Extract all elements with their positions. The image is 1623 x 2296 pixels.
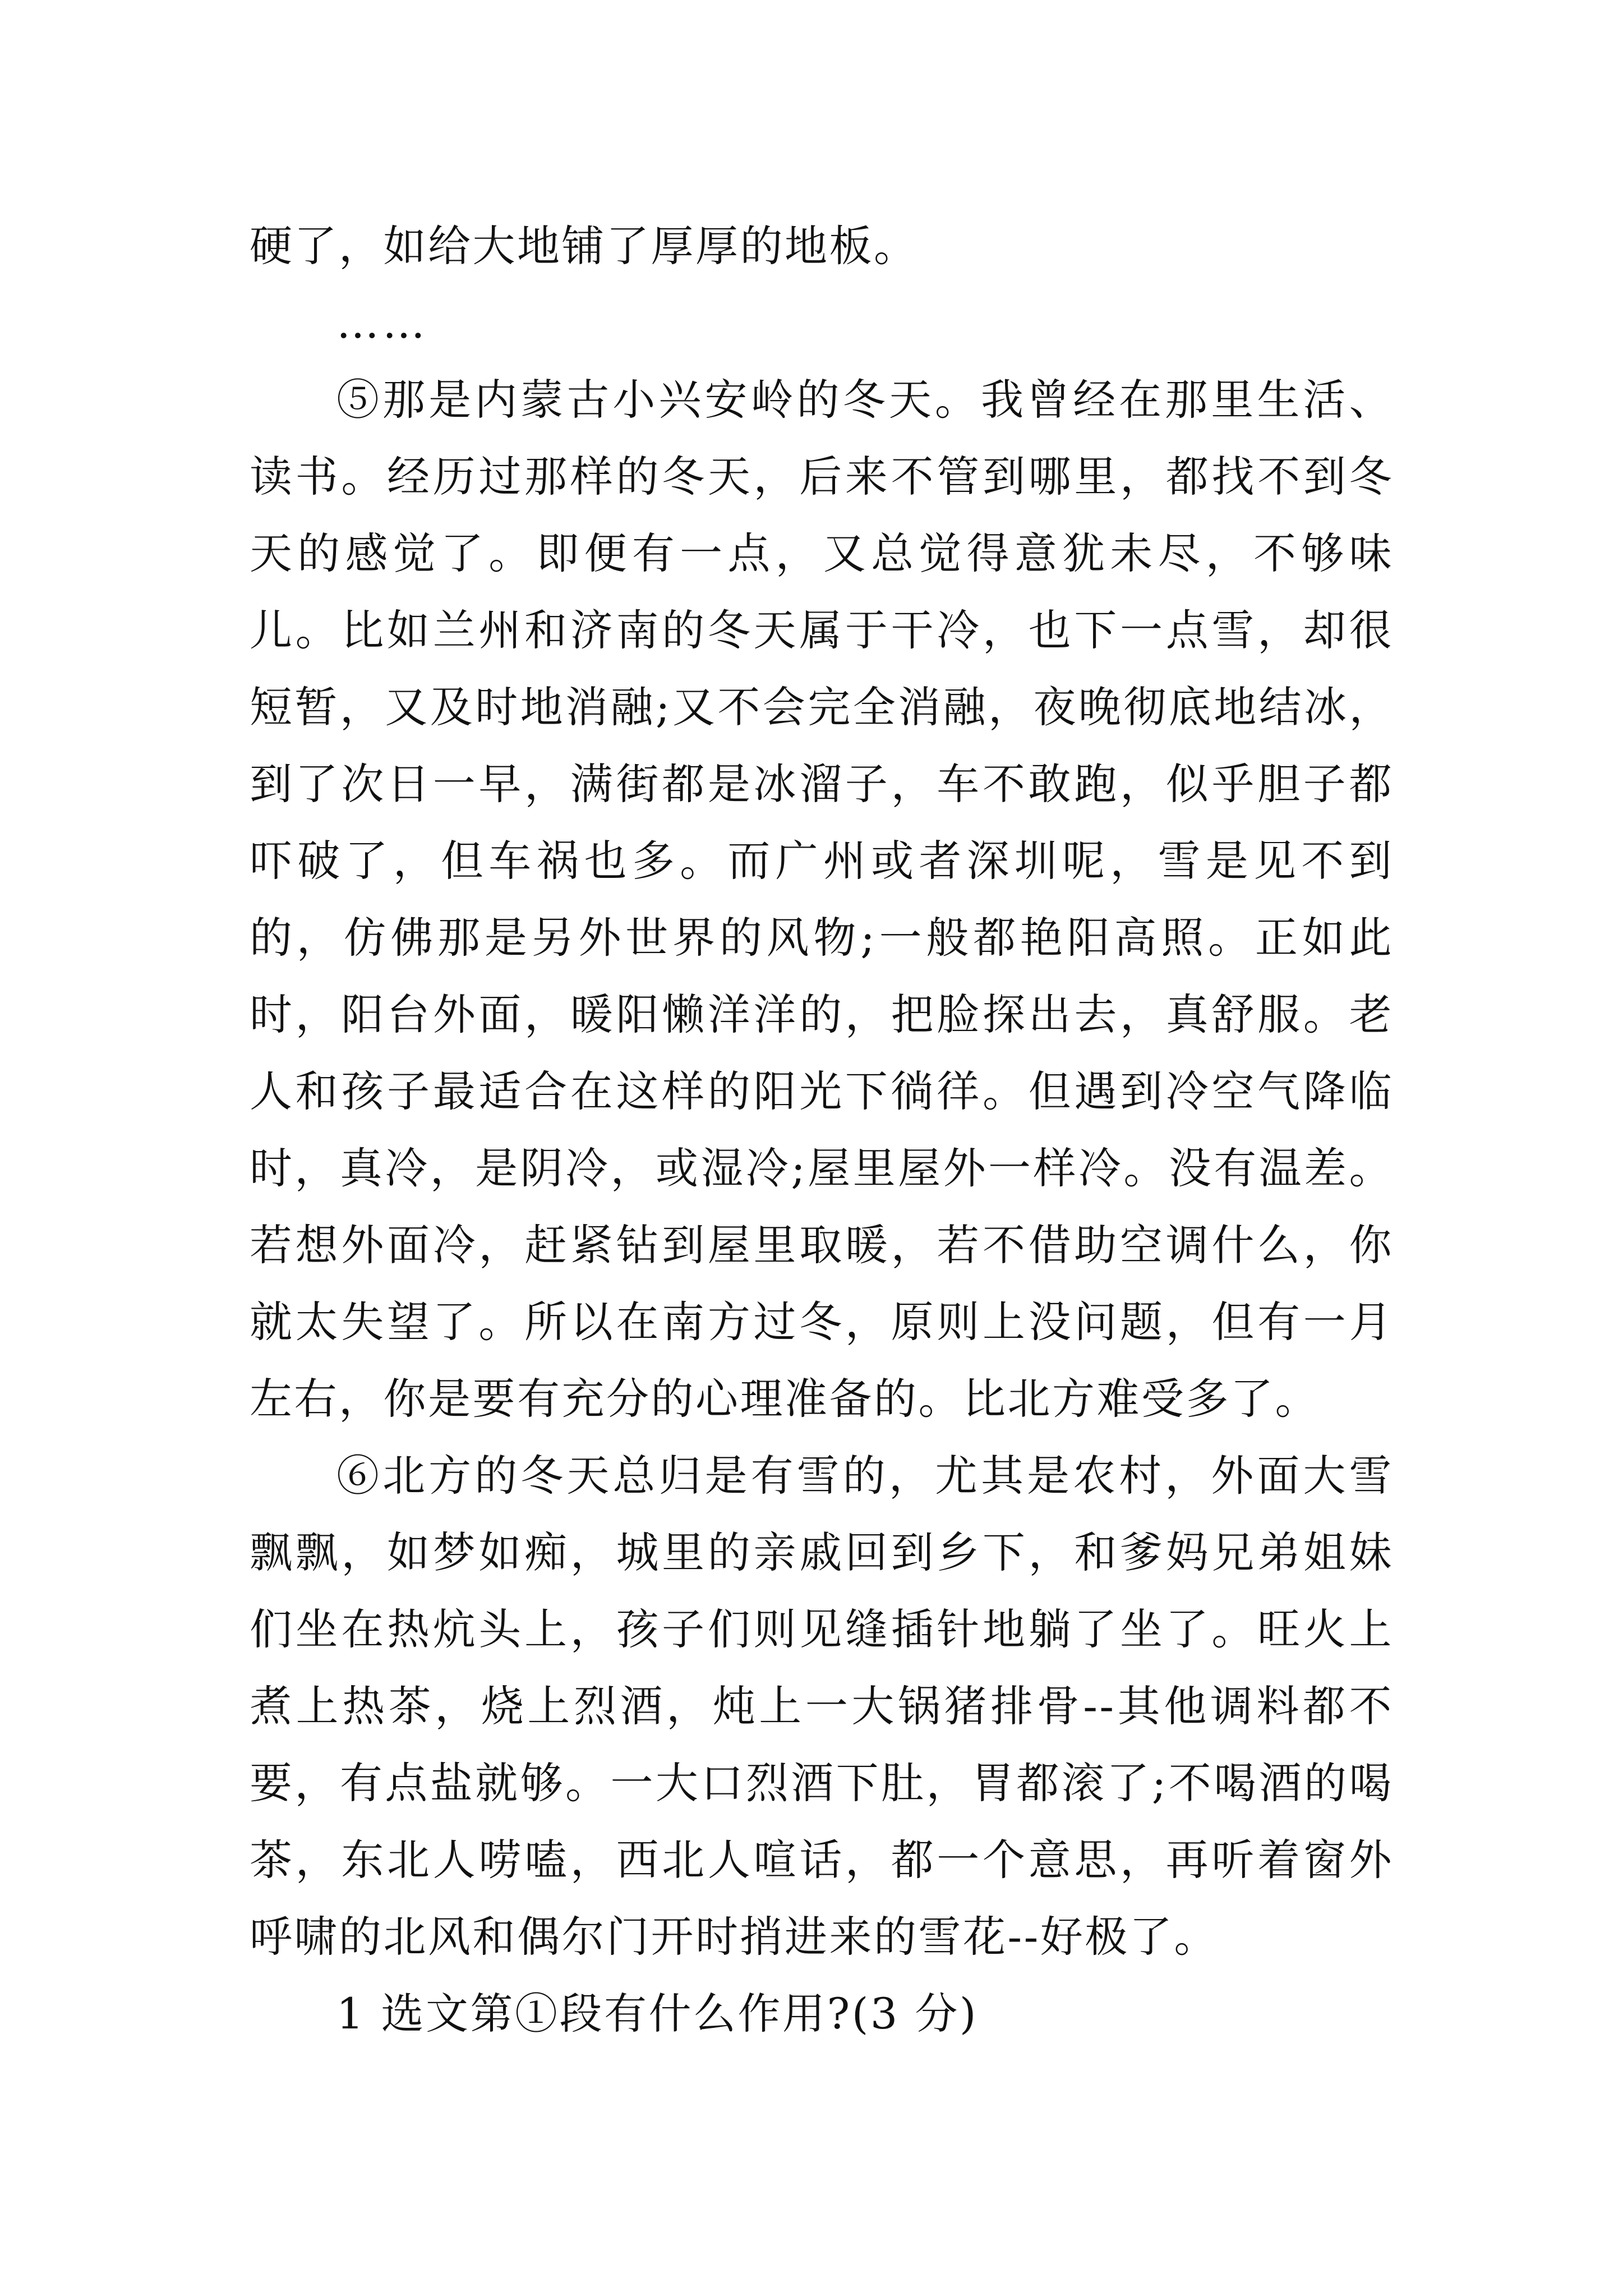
- ellipsis-line: ……: [336, 298, 428, 348]
- paragraph-5: ⑤那是内蒙古小兴安岭的冬天。我曾经在那里生活、读书。经历过那样的冬天，后来不管到哪里，都找不到冬天的感觉了。即便有一点，又总觉得意犹未尽，不够味儿。比如兰州和济南的冬天属于干冷，也下一点雪，却很短暂，又及时地消融;又不会完全消融，夜晚彻底地结冰，到了次日一早，满街都是冰溜子，车不敢跑，似乎胆子都吓破了，但车祸也多。而广州或者深圳呢，雪是见不到的，仿佛那是另外世界的风物;一般都艳阳高照。正如此时，阳台外面，暖阳懒洋洋的，把脸探出去，真舒服。老人和孩子最适合在这样的阳光下徜徉。但遇到冷空气降临时，真冷，是阴冷，或湿冷;屋里屋外一样冷。没有温差。若想外面冷，赶紧钻到屋里取暖，若不借助空调什么，你就太失望了。所以在南方过冬，原则上没问题，但有一月左右，你是要有充分的心理准备的。比北方难受多了。: [250, 375, 1394, 1424]
- paragraph-6: ⑥北方的冬天总归是有雪的，尤其是农村，外面大雪飘飘，如梦如痴，城里的亲戚回到乡下，和爹妈兄弟姐妹们坐在热炕头上，孩子们则见缝插针地躺了坐了。旺火上煮上热茶，烧上烈酒，炖上一大锅猪排骨--其他调料都不要，有点盐就够。一大口烈酒下肚，胃都滚了;不喝酒的喝茶，东北人唠嗑，西北人喧话，都一个意思，再听着窗外呼啸的北风和偶尔门开时捎进来的雪花--好极了。: [250, 1451, 1394, 1962]
- question-1: 1 选文第①段有什么作用?(3 分): [336, 1989, 979, 2039]
- article-body: [250, 208, 1394, 2052]
- paragraph-continuation: 硬了，如给大地铺了厚厚的地板。: [250, 221, 919, 271]
